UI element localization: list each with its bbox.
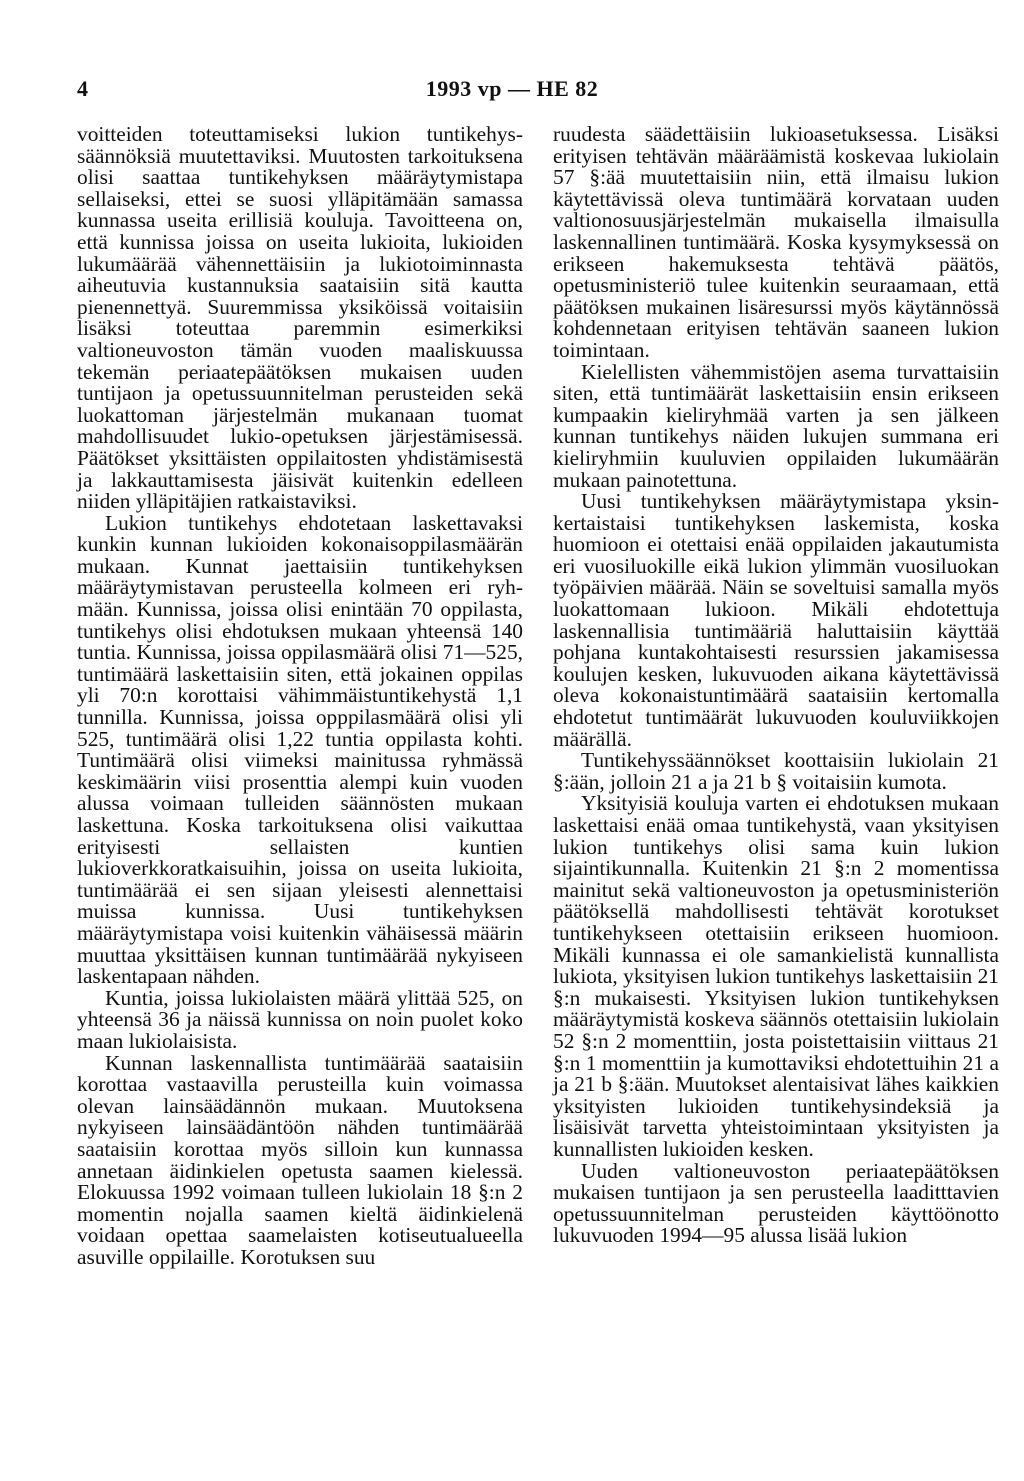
paragraph: Yksityisiä kouluja varten ei ehdotuksen mukaan laskettaisi enää omaa tuntikehystä, vaan yksityisen lukion tuntikehys olisi sama kuin lukion sijaintikunnalla. Kuitenkin 21 §:n 2 momentissa mainitut sekä valtioneuvoston ja opetusministeriön päätöksellä mahdollisesti tehtävät korotukset tuntikehykseen otettaisiin erikseen huomioon. Mikäli kunnassa ei ole samankielistä kunnallista lukiota, yksityisen lukion tuntikehys laskettaisiin 21 §:n mukaisesti. Yksityisen lukion tuntikehyksen määräytymistä koskeva säännös otettaisiin lukiolain 52 §:n 2 momenttiin, josta poistettaisiin viittaus 21 §:n 1 momenttiin ja kumottaviksi ehdotettuihin 21 a ja 21 b §:ään. Muutokset alentaisivat lähes kaikkien yksityisten lukioiden tuntikehysindeksiä ja lisäisivät tarvetta yhteistoimintaan yksityisten ja kunnallisten lukioiden kesken. [553, 791, 999, 1161]
page-number: 4 [77, 76, 88, 101]
running-head: 1993 vp — HE 82 [425, 76, 599, 101]
right-column [553, 124, 999, 1247]
paragraph: Uusi tuntikehyksen määräytymistapa yksinkertaistaisi tuntikehyksen laskemista, koska huomioon ei otettaisi enää oppilaiden jakautumista eri vuosiluokille eikä lukion ylimmän vuosiluokan työpäivien määrää. Näin se soveltuisi samalla myös luokattomaan lukioon. Mikäli ehdotettuja laskennallisia tuntimääriä haluttaisiin käyttää pohjana kuntakohtaisesti resurssien jakamisessa koulujen kesken, lukuvuoden aikana käytettävissä oleva kokonaistuntimäärä saataisiin kertomalla ehdotetut tuntimäärät lukuvuoden kouluviikkojen määrällä. [553, 489, 999, 751]
paragraph: Tuntikehyssäännökset koottaisiin lukiolain 21 §:ään, jolloin 21 a ja 21 b § voitaisiin kumota. [553, 748, 999, 794]
paragraph: Lukion tuntikehys ehdotetaan laskettavaksi kunkin kunnan lukioiden kokonaisoppilasmäärän mukaan. Kunnat jaettaisiin tuntikehyksen määräytymistavan perusteella kolmeen eri ryhmään. Kunnissa, joissa olisi enintään 70 oppilasta, tuntikehys olisi ehdotuksen mukaan yhteensä 140 tuntia. Kunnissa, joissa oppilasmäärä olisi 71—525, tuntimäärä laskettaisiin siten, että jokainen oppilas yli 70:n korottaisi vähimmäistuntikehystä 1,1 tunnilla. Kunnissa, joissa opppilasmäärä olisi yli 525, tuntimäärä olisi 1,22 tuntia oppilasta kohti. Tuntimäärä olisi viimeksi mainitussa ryhmässä keskimäärin viisi prosenttia alempi kuin vuoden alussa voimaan tulleiden säännösten mukaan laskettuna. Koska tarkoituksena olisi vaikuttaa erityisesti sellaisten kuntien lukioverkkoratkaisuihin, joissa on useita lukioita, tuntimäärää ei sen sijaan yleisesti alennettaisi muissa kunnissa. Uusi tuntikehyksen määräytymistapa voisi kuitenkin vähäisessä määrin muuttaa yksittäisen kunnan tuntimäärää nykyiseen laskentapaan nähden. [77, 510, 523, 989]
paragraph: ruudesta säädettäisiin lukioasetuksessa. Lisäksi erityisen tehtävän määräämistä koskevaa lukiolain 57 §:ää muutettaisiin niin, että ilmaisu lukion käytettävissä oleva tuntimäärä korvataan uuden valtionosuusjärjestelmän mukaisella ilmaisulla laskennallinen tuntimäärä. Koska kysymyksessä on erikseen hakemuksesta tehtävä päätös, opetusministeriö tulee kuitenkin seuraamaan, että päätöksen mukainen lisäresurssi myös käytännössä kohdennetaan erityisen tehtävän saaneen lukion toimintaan. [553, 122, 999, 362]
paragraph: Kuntia, joissa lukiolaisten määrä ylittää 525, on yhteensä 36 ja näissä kunnissa on noin puolet koko maan lukiolaisista. [77, 985, 523, 1053]
left-column [77, 124, 523, 1268]
paragraph: voitteiden toteuttamiseksi lukion tuntikehyssäännöksiä muutettaviksi. Muutosten tarkoituksena olisi saattaa tuntikehyksen määräytymistapa sellaiseksi, ettei se suosi ylläpitämään samassa kunnassa useita erillisiä kouluja. Tavoitteena on, että kunnissa joissa on useita lukioita, lukioiden lukumäärää vähennettäisiin ja lukiotoiminnasta aiheutuvia kustannuksia saataisiin sitä kautta pienennettyä. Suuremmissa yksiköissä voitaisiin lisäksi toteuttaa paremmin esimerkiksi valtioneuvoston tämän vuoden maaliskuussa tekemän periaatepäätöksen mukaisen uuden tuntijaon ja opetussuunnitelman perusteiden sekä luokattoman järjestelmän mukanaan tuomat mahdollisuudet lukio-opetuksen järjestämisessä. Päätökset yksittäisten oppilaitosten yhdistämisestä ja lakkauttamisesta jäisivät kuitenkin edelleen niiden ylläpitäjien ratkaistaviksi. [77, 122, 523, 514]
paragraph: Kielellisten vähemmistöjen asema turvattaisiin siten, että tuntimäärät laskettaisiin ensin erikseen kumpaakin kieliryhmää varten ja sen jälkeen kunnan tuntikehys näiden lukujen summana eri kieliryhmiin kuuluvien oppilaiden lukumäärän mukaan painotettuna. [553, 359, 999, 492]
page-header [0, 70, 1024, 110]
paragraph: Kunnan laskennallista tuntimäärää saataisiin korottaa vastaavilla perusteilla kuin voimassa olevan lainsäädännön mukaan. Muutoksena nykyiseen lainsäädäntöön nähden tuntimäärää saataisiin korottaa myös silloin kun kunnassa annetaan äidinkielen opetusta saamen kielessä. Elokuussa 1992 voimaan tulleen lukiolain 18 §:n 2 momentin nojalla saamen kieltä äidinkielenä voidaan opettaa saamelaisten kotiseutualueella asuville oppilaille. Korotuksen suu [77, 1050, 523, 1269]
paragraph: Uuden valtioneuvoston periaatepäätöksen mukaisen tuntijaon ja sen perusteella laaditttavien opetussuunnitelman perusteiden käyttöönotto lukuvuoden 1994—95 alussa lisää lukion [553, 1158, 999, 1248]
